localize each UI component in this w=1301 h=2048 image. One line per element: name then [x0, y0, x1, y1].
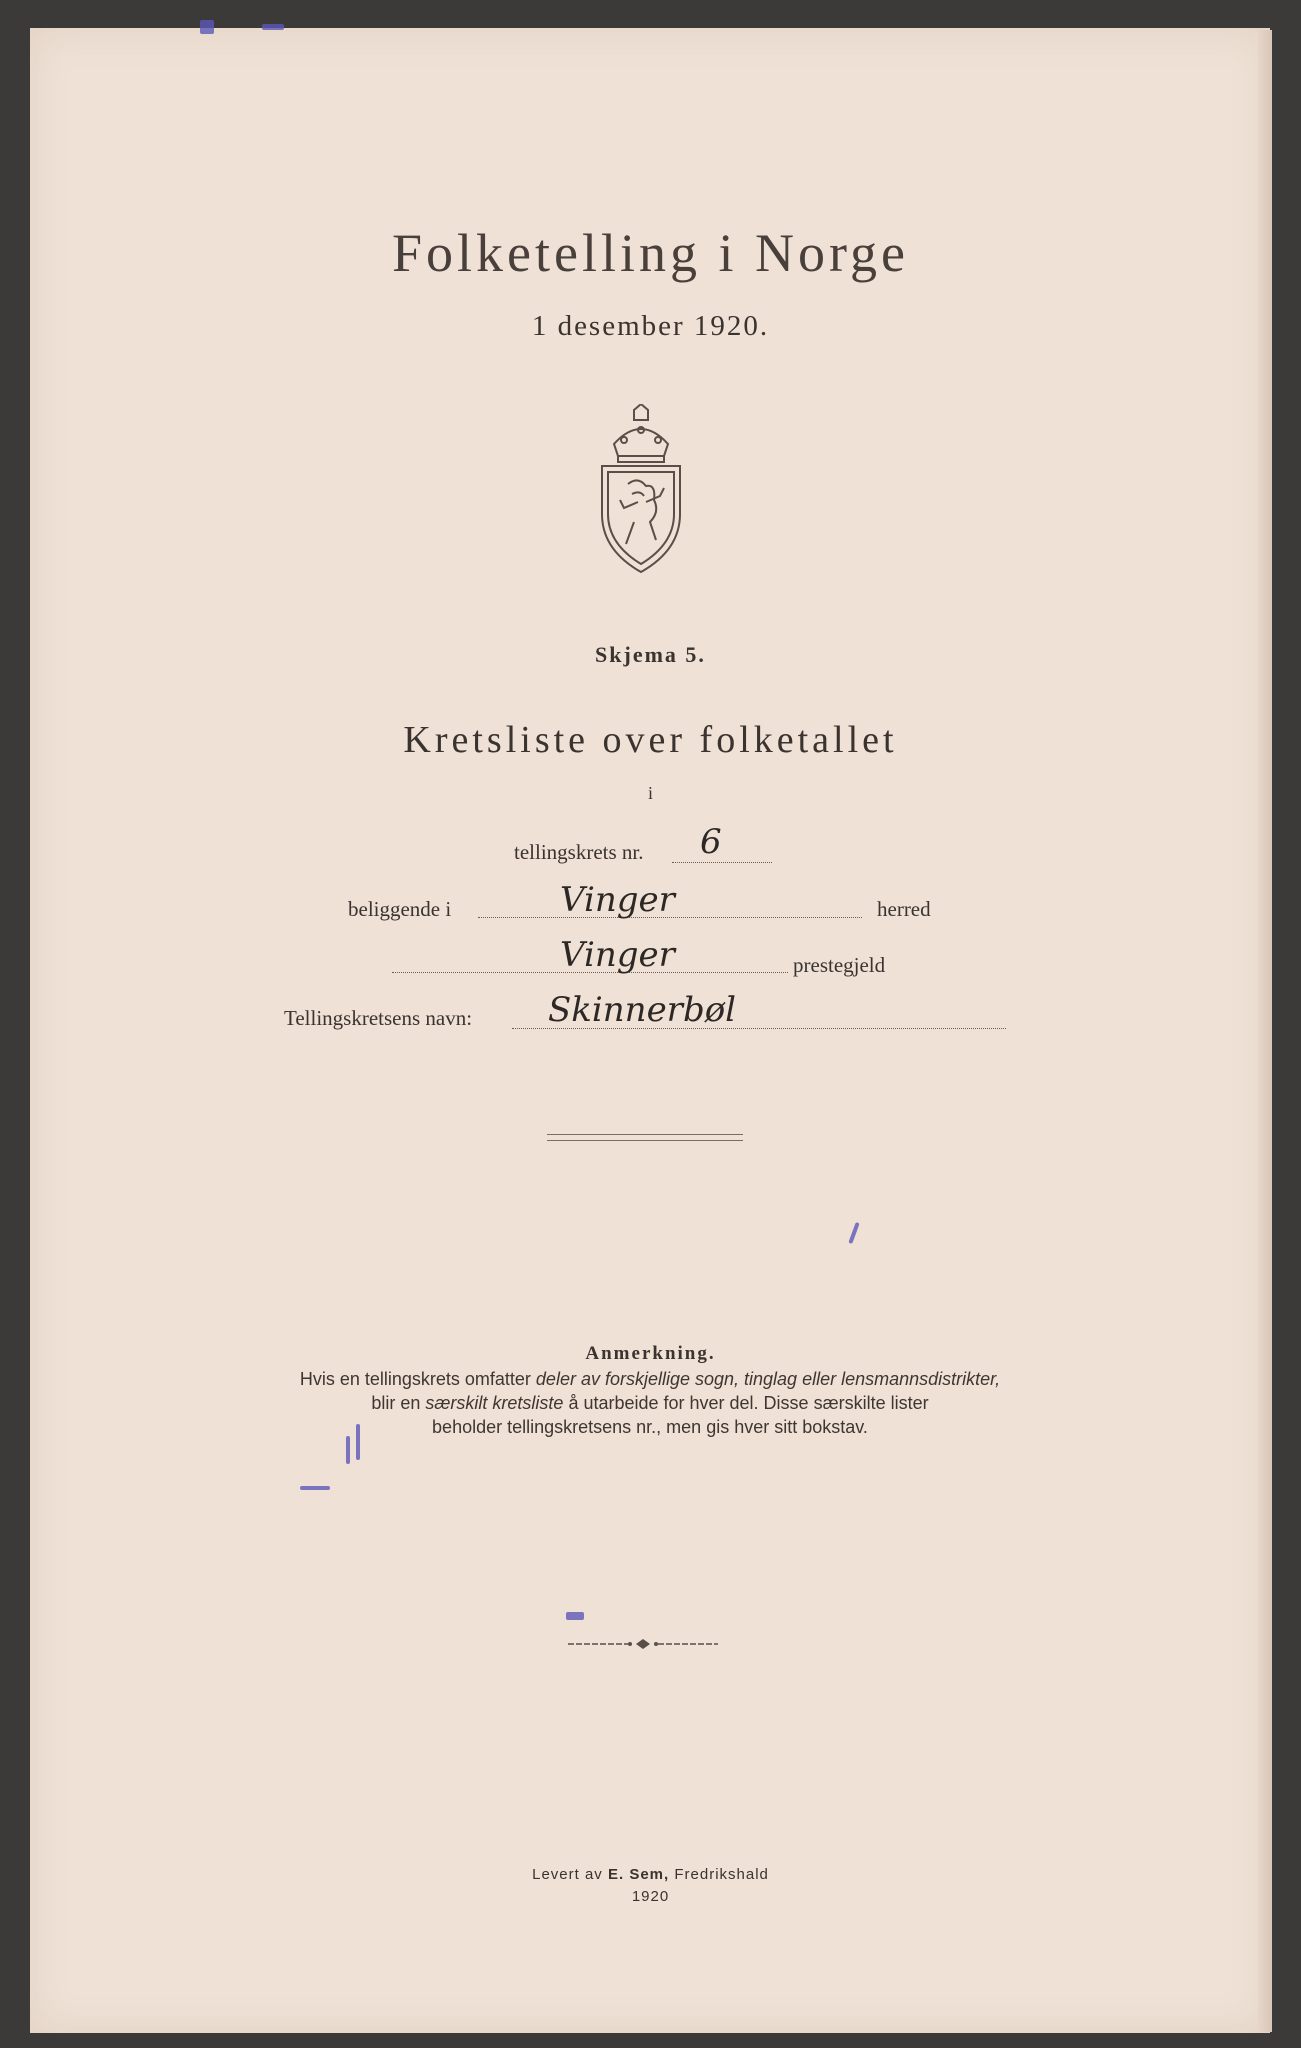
schema-number: Skjema 5. — [595, 642, 706, 667]
ink-mark — [356, 1424, 360, 1460]
ink-mark — [566, 1612, 584, 1620]
heading-connector: i — [647, 783, 653, 803]
tellingskrets-value: 6 — [700, 822, 722, 862]
note-line-1-italic: deler av forskjellige sogn, tinglag eller lensmannsdistrikter, — [535, 1369, 1001, 1389]
imprint-prefix: Levert av — [532, 1866, 608, 1883]
document-date: 1 desember 1920. — [531, 310, 770, 342]
ink-mark — [262, 24, 284, 30]
note-text — [200, 1367, 1100, 1439]
beliggende-value: Vinger — [560, 880, 675, 920]
note-line-3: beholder tellingskretsens nr., men gis hver sitt bokstav. — [432, 1417, 868, 1437]
document-title: Folketelling i Norge — [392, 223, 909, 283]
tellingskrets-label: tellingskrets nr. — [514, 840, 644, 864]
note-line-1-plain: Hvis en tellingskrets omfatter — [299, 1369, 536, 1389]
navn-label: Tellingskretsens navn: — [284, 1006, 473, 1030]
ink-mark — [346, 1436, 350, 1464]
herred-label: herred — [877, 897, 931, 921]
beliggende-label: beliggende i — [348, 897, 452, 921]
note-line-2 — [200, 1391, 1100, 1415]
ink-mark — [300, 1486, 330, 1490]
prestegjeld-label: prestegjeld — [793, 953, 886, 977]
note-heading: Anmerkning. — [585, 1343, 716, 1364]
imprint-year: 1920 — [631, 1888, 670, 1905]
tellingskrets-line — [672, 862, 772, 863]
ink-mark — [200, 20, 214, 34]
section-divider — [547, 1134, 743, 1141]
ornament-divider-icon — [568, 1636, 718, 1652]
coat-of-arms-icon — [594, 404, 688, 574]
form-heading: Kretsliste over folketallet — [403, 719, 898, 761]
imprint-printer: E. Sem, — [607, 1866, 670, 1883]
prestegjeld-value: Vinger — [560, 935, 675, 975]
note-line-2-rest: å utarbeide for hver del. Disse særskilte lister — [563, 1393, 929, 1413]
note-line-1 — [200, 1367, 1100, 1391]
imprint-place: Fredrikshald — [669, 1866, 769, 1883]
note-line-2-italic: særskilt kretsliste — [425, 1393, 564, 1413]
note-line-2-plain: blir en — [371, 1393, 426, 1413]
navn-value: Skinnerbøl — [548, 990, 737, 1030]
printer-imprint — [0, 1866, 1301, 1883]
